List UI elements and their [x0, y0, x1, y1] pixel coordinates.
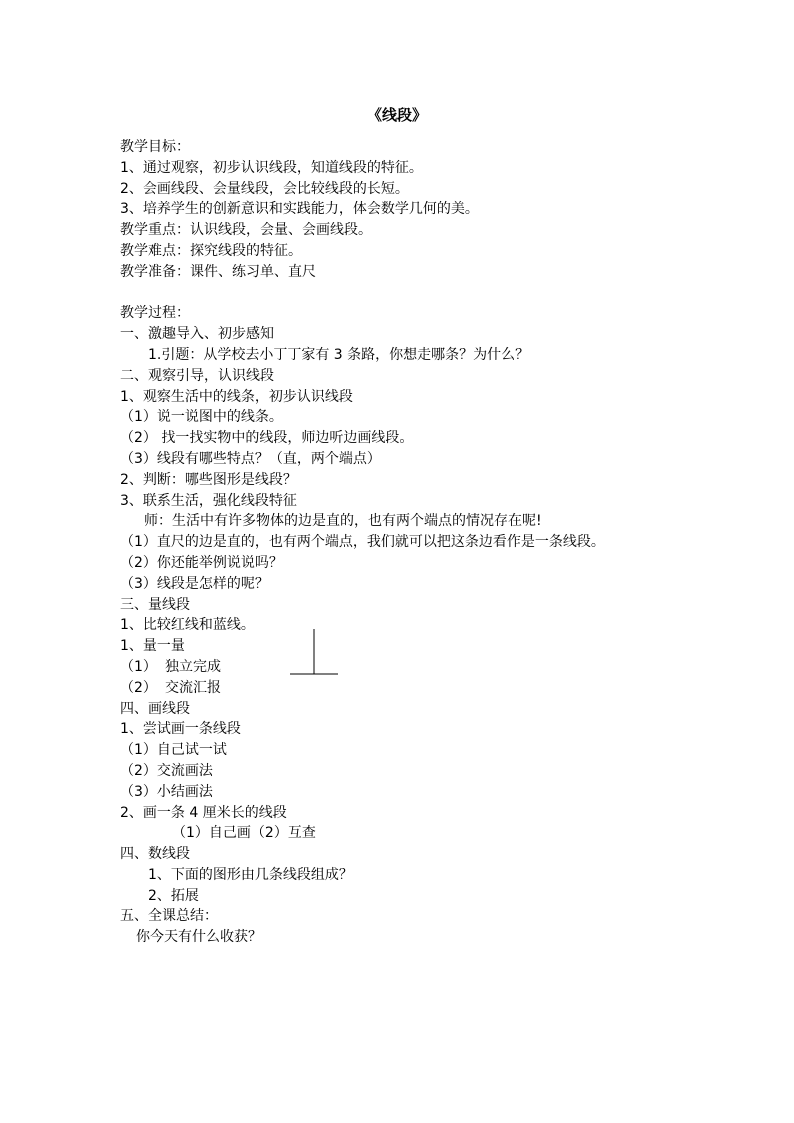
preparation: 教学准备：课件、练习单、直尺: [120, 263, 316, 280]
part5-item: 2、拓展: [148, 887, 199, 904]
part4-sub1-item: （3）小结画法: [120, 783, 213, 800]
part2-sub3: 3、联系生活，强化线段特征: [120, 492, 297, 509]
difficulty: 教学难点：探究线段的特征。: [120, 242, 302, 259]
goal-item: 3、培养学生的创新意识和实践能力，体会数学几何的美。: [120, 201, 479, 218]
process-label: 教学过程：: [120, 305, 190, 322]
part4-heading: 四、画线段: [120, 700, 190, 717]
part2-sub1-item: （1）说一说图中的线条。: [120, 409, 283, 426]
part6-text: 你今天有什么收获？: [136, 929, 262, 946]
part4-sub2: 2、画一条 4 厘米长的线段: [120, 804, 287, 821]
lesson-body: [120, 137, 720, 948]
part3-item: [120, 678, 720, 699]
part2-sub1-item: （2） 找一找实物中的线段，师边听边画线段。: [120, 430, 414, 447]
page-title: 《线段》: [366, 106, 427, 124]
part4-sub1-item: （1）自己试一试: [120, 742, 227, 759]
goal-item: 1、通过观察，初步认识线段，知道线段的特征。: [120, 159, 423, 176]
part1-item: 1.引题：从学校去小丁丁家有 3 条路，你想走哪条？为什么？: [148, 346, 530, 363]
part2-sub3-item: （3）线段是怎样的呢？: [120, 575, 269, 592]
goals-label: 教学目标：: [120, 139, 190, 155]
part6-heading: 五、全课总结：: [120, 908, 218, 925]
key-point: 教学重点：认识线段，会量、会画线段。: [120, 222, 372, 239]
part2-sub3-item: （1）直尺的边是直的，也有两个端点，我们就可以把这条边看作是一条线段。: [120, 534, 605, 551]
item-number: （1）: [120, 658, 157, 675]
line-segment-figure: [288, 627, 340, 677]
part2-sub3-item: （2）你还能举例说说吗？: [120, 554, 283, 571]
part5-item: 1、下面的图形由几条线段组成？: [148, 866, 353, 883]
part2-sub2: 2、判断：哪些图形是线段？: [120, 471, 297, 488]
part1-heading: 一、激趣导入、初步感知: [120, 326, 274, 343]
item-text: 交流汇报: [165, 679, 221, 696]
item-number: （2）: [120, 679, 157, 696]
part3-item: [120, 657, 720, 678]
part3-heading: 三、量线段: [120, 596, 190, 613]
goal-item: 2、会画线段、会量线段，会比较线段的长短。: [120, 180, 409, 197]
item-text: 独立完成: [165, 658, 221, 675]
part4-sub1-item: （2）交流画法: [120, 762, 213, 779]
part4-sub1: 1、尝试画一条线段: [120, 721, 241, 738]
part2-sub1-item: （3）线段有哪些特点？（直，两个端点）: [120, 450, 381, 467]
part5-heading: 四、数线段: [120, 846, 190, 863]
part4-sub2-items: （1）自己画（2）互查: [172, 825, 316, 842]
part3-sub1: 1、比较红线和蓝线。: [120, 617, 255, 634]
part3-sub2: 1、量一量: [120, 638, 185, 655]
blank-line: [120, 283, 720, 304]
part2-sub1: 1、观察生活中的线条，初步认识线段: [120, 388, 353, 405]
teacher-remark: 师：生活中有许多物体的边是直的，也有两个端点的情况存在呢!: [144, 513, 542, 530]
part2-heading: 二、观察引导，认识线段: [120, 367, 274, 384]
